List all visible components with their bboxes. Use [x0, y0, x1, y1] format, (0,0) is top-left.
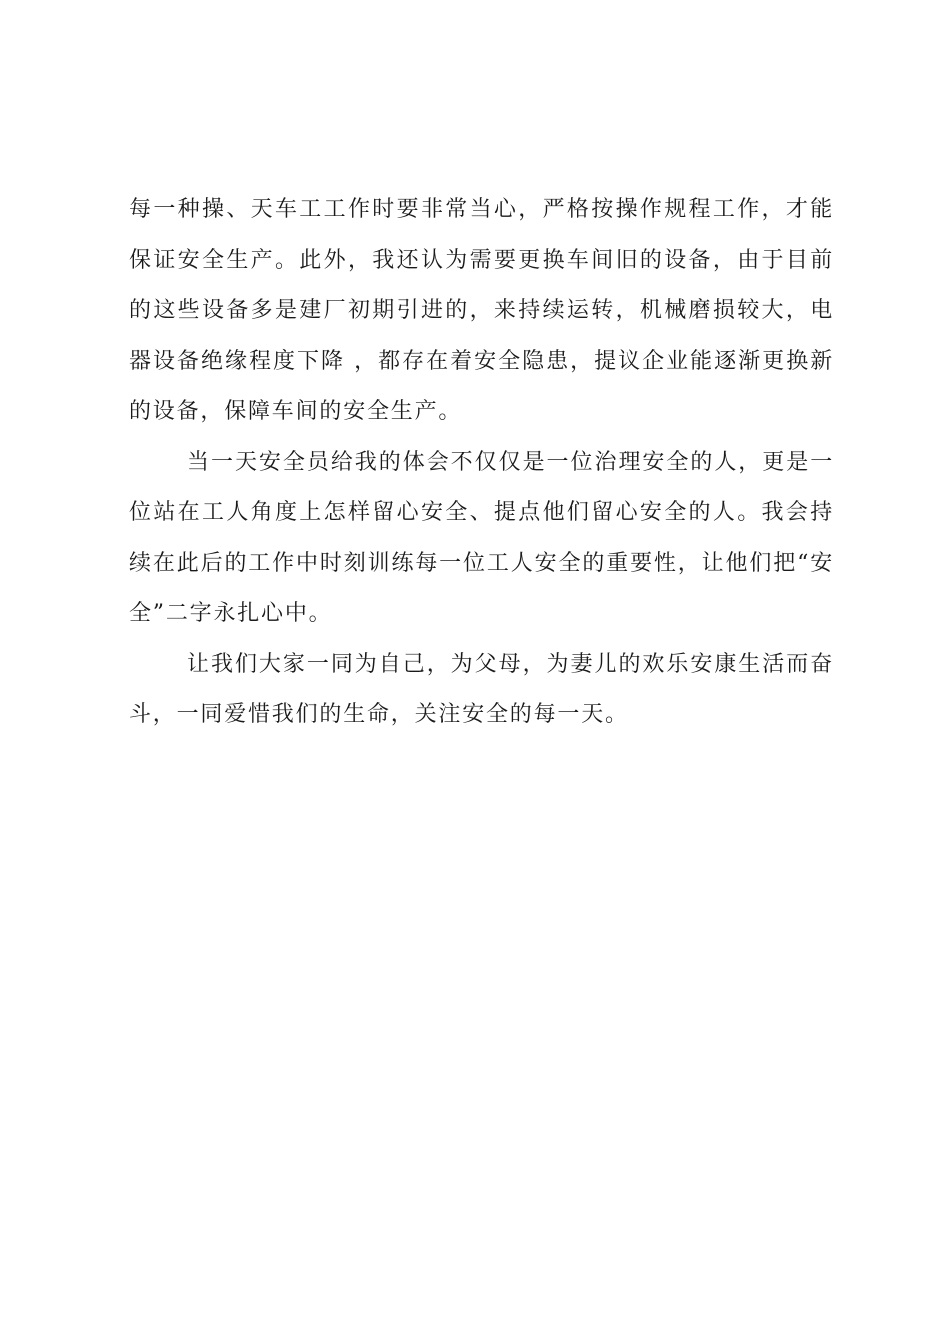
paragraph-2: 当一天安全员给我的体会不仅仅是一位治理安全的人，更是一位站在工人角度上怎样留心安全、提点他们留心安全的人。我会持续在此后的工作中时刻训练每一位工人安全的重要性，让他们把“安全”二字永扎心中。	[129, 449, 834, 626]
document-body	[129, 185, 834, 741]
paragraph-3: 让我们大家一同为自己，为父母，为妻儿的欢乐安康生活而奋斗，一同爱惜我们的生命，关注安全的每一天。	[129, 651, 834, 727]
paragraph-1: 每一种操、天车工工作时要非常当心，严格按操作规程工作，才能保证安全生产。此外，我还认为需要更换车间旧的设备，由于目前的这些设备多是建厂初期引进的，来持续运转，机械磨损较大，电器设备绝缘程度下降 ，都存在着安全隐患，提议企业能逐渐更换新的设备，保障车间的安全生产。	[129, 197, 834, 424]
